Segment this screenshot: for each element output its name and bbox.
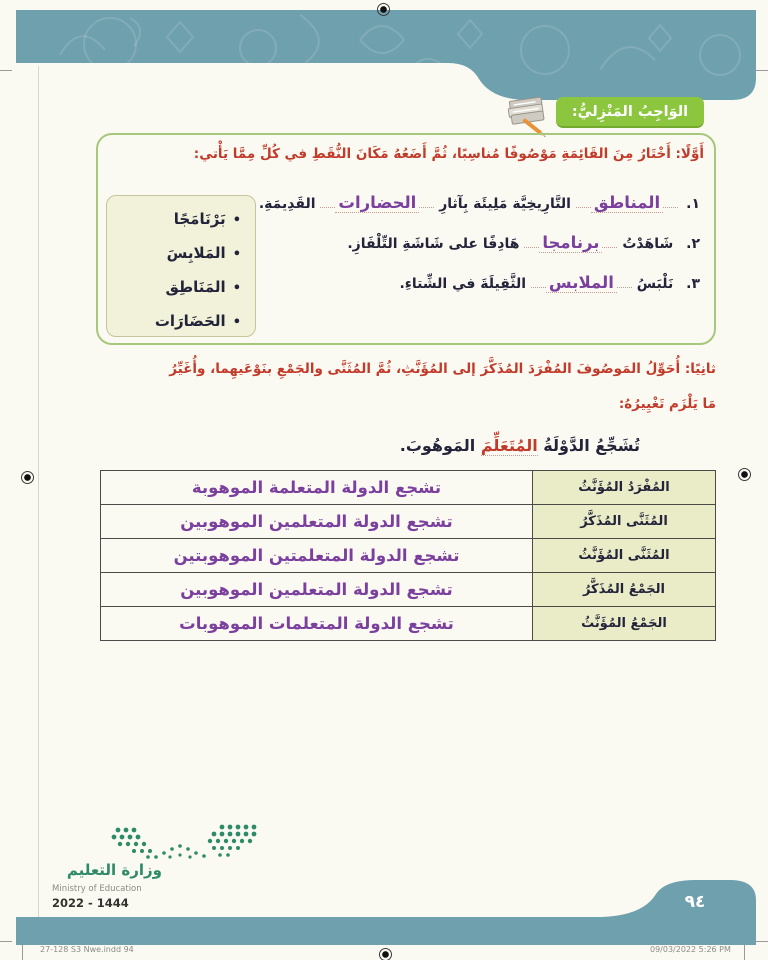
- registration-mark-bottom: [379, 948, 392, 960]
- word-list-item: [107, 203, 241, 237]
- word-list: [106, 195, 256, 337]
- ministry-logo-dots: [100, 822, 275, 864]
- sentence-text: التَّارِيخِيَّة مَلِيئَة بِآثارِ: [434, 196, 576, 212]
- table-label-cell: الجَمْعُ المُذَكَّرُ: [533, 573, 716, 607]
- table-row: [101, 573, 716, 607]
- dotted-blank: [524, 237, 539, 248]
- registration-mark-top: [377, 3, 390, 16]
- crop-mark: [756, 70, 768, 71]
- footer-band: [0, 878, 768, 948]
- sentence-text: شَاهَدْتُ: [617, 236, 679, 252]
- sentence-list: [259, 193, 700, 313]
- word-list-label: المَنَاطِق: [165, 278, 226, 296]
- section2-instruction: [169, 352, 716, 422]
- dotted-blank: [576, 197, 591, 208]
- bullet-icon: •: [232, 247, 241, 262]
- word-list-label: المَلابِسَ: [166, 244, 226, 262]
- word-list-label: الحَضَارَات: [154, 312, 226, 330]
- ministry-name-english: Ministry of Education: [52, 884, 142, 894]
- homework-badge-label: الوَاجِبُ المَنْزِليُّ:: [571, 103, 689, 120]
- example-sentence: [400, 436, 640, 455]
- registration-mark-left: [21, 471, 34, 484]
- table-label-cell: الجَمْعُ المُؤَنَّثُ: [533, 607, 716, 641]
- word-list-item: [107, 305, 241, 339]
- table-label-cell: المُثَنَّى المُذَكَّرُ: [533, 505, 716, 539]
- word-list-item: [107, 237, 241, 271]
- bullet-icon: •: [232, 315, 241, 330]
- dotted-blank: [320, 197, 335, 208]
- section1-instruction: أَوَّلًا: أَخْتَارُ مِنَ القَائِمَةِ مَوْصُوفًا مُناسِبًا، ثُمَّ أَضَعُهُ مَكَانَ النُّقَطِ في كُلِّ مِمَّا يَأْتي:: [193, 146, 704, 162]
- transformation-table-body: [101, 471, 716, 641]
- sentence-text: هَادِفًا على شَاشَةِ التِّلْفَازِ.: [347, 236, 525, 252]
- table-label-cell: المُثَنَّى المُؤَنَّثُ: [533, 539, 716, 573]
- table-answer-cell: تشجع الدولة المتعلمات الموهوبات: [101, 607, 533, 641]
- print-info-filename: 27-128 S3 Nwe.indd 94: [40, 945, 134, 954]
- table-row: [101, 505, 716, 539]
- table-answer-cell: تشجع الدولة المتعلمة الموهوبة: [101, 471, 533, 505]
- bullet-icon: •: [232, 281, 241, 296]
- blank-answer: برنامجا: [539, 233, 602, 253]
- table-label-cell: المُفْرَدُ المُؤَنَّثُ: [533, 471, 716, 505]
- section1-box: [96, 133, 716, 345]
- sentence-text: القَدِيمَةِ.: [258, 196, 321, 212]
- table-row: [101, 607, 716, 641]
- page-edge-line: [38, 66, 39, 928]
- example-highlight: المُتَعَلِّمَ: [480, 436, 538, 455]
- transformation-table: [100, 470, 716, 641]
- example-post: المَوهُوبَ.: [399, 436, 476, 455]
- dotted-blank: [617, 277, 632, 288]
- sentence-text: نَلْبَسُ: [631, 276, 679, 292]
- homework-badge: [556, 97, 704, 128]
- dotted-blank: [602, 237, 617, 248]
- notebook-pencil-icon: [503, 93, 553, 137]
- section2-instruction-line2: مَا يَلْزَم تَغْيِيرُهُ:: [618, 396, 716, 412]
- blank-answer: الحضارات: [335, 193, 419, 213]
- header-band: [0, 0, 768, 110]
- sentence-text: الثَّقِيلَةَ في الشِّتاءِ.: [399, 276, 531, 292]
- page-number: ٩٤: [684, 892, 706, 912]
- ministry-name-arabic: وزارة التعليم: [66, 861, 162, 879]
- crop-mark: [0, 70, 12, 71]
- registration-mark-right: [738, 468, 751, 481]
- table-row: [101, 539, 716, 573]
- blank-answer: المناطق: [591, 193, 663, 213]
- bullet-icon: •: [232, 213, 241, 228]
- table-row: [101, 471, 716, 505]
- table-answer-cell: تشجع الدولة المتعلمتين الموهوبتين: [101, 539, 533, 573]
- section2-instruction-line1: ثانِيًا: أُحَوِّلُ المَوصُوفَ المُفْرَدَ المُذَكَّرَ إلى المُؤَنَّثِ، ثُمَّ المُثَنَّى والجَمْعِ بنَوْعَيهِما، وأُغَيِّرُ: [169, 361, 716, 377]
- sentence: [259, 273, 700, 292]
- example-pre: تُشَجِّعُ الدَّوْلَةُ: [543, 436, 640, 455]
- blank-answer: الملابس: [546, 273, 617, 293]
- word-list-label: بَرْنَامَجًا: [173, 210, 226, 228]
- dotted-blank: [419, 197, 434, 208]
- sentence-number: ٣.: [686, 276, 700, 292]
- dotted-blank: [531, 277, 546, 288]
- sentence-number: ١.: [686, 196, 700, 212]
- table-answer-cell: تشجع الدولة المتعلمين الموهوبين: [101, 573, 533, 607]
- dotted-blank: [663, 197, 678, 208]
- sentence: [259, 193, 700, 212]
- print-info-timestamp: 09/03/2022 5:26 PM: [650, 945, 731, 954]
- word-list-item: [107, 271, 241, 305]
- table-answer-cell: تشجع الدولة المتعلمين الموهوبين: [101, 505, 533, 539]
- sentence-number: ٢.: [686, 236, 700, 252]
- sentence: [259, 233, 700, 252]
- edition-years: 2022 - 1444: [52, 896, 129, 910]
